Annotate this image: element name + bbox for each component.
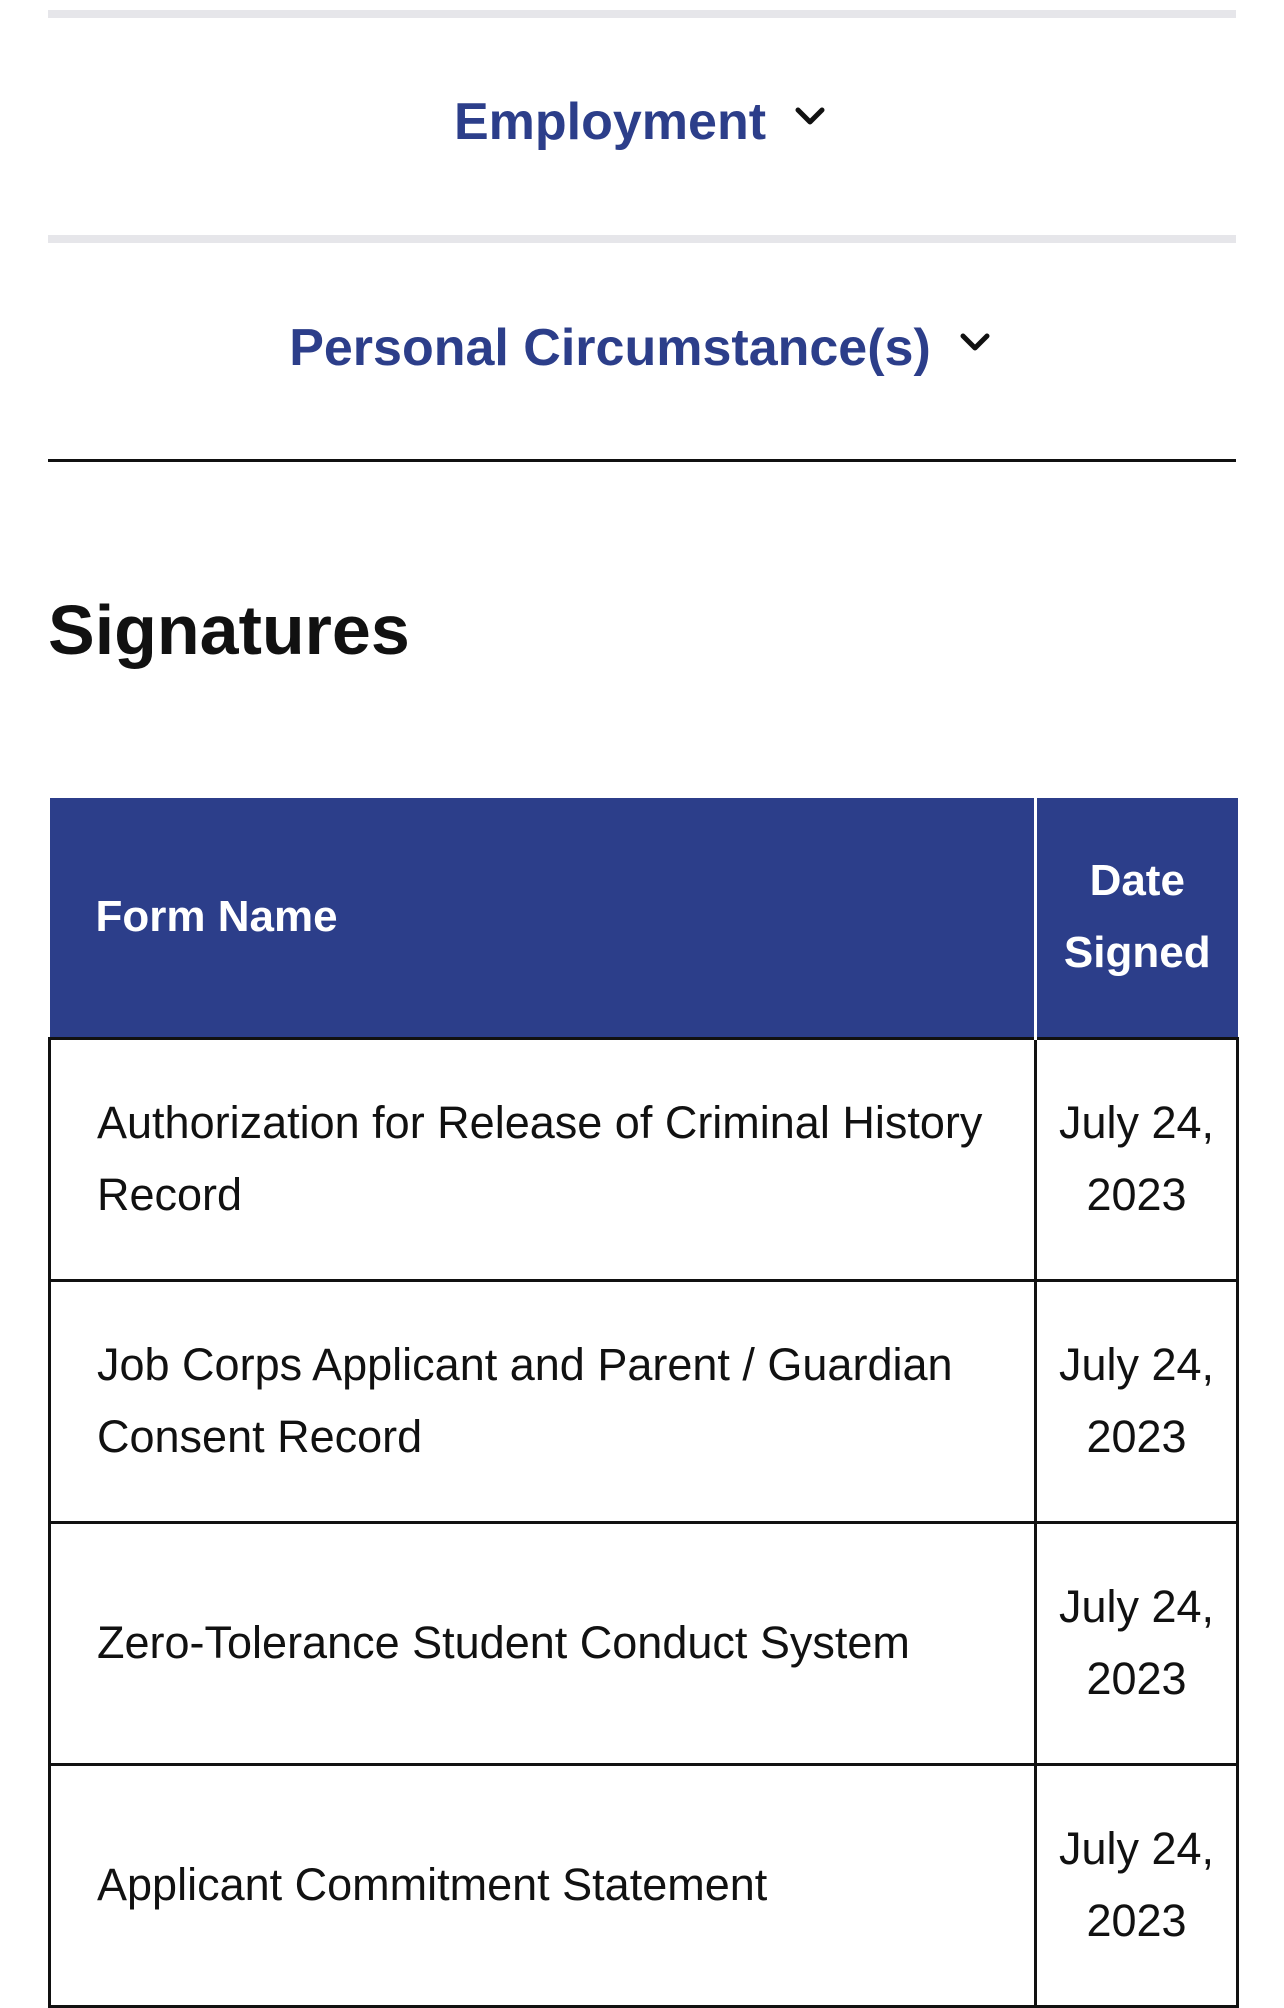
chevron-down-icon [790, 96, 830, 136]
table-row [50, 1522, 1238, 1764]
table-row [50, 1280, 1238, 1522]
section-title-signatures: Signatures [48, 591, 410, 669]
accordion-personal-circumstances[interactable] [48, 298, 1236, 398]
form-name-cell: Authorization for Release of Criminal History Record [50, 1038, 1036, 1280]
form-name-cell: Applicant Commitment Statement [50, 1764, 1036, 2006]
column-header-date-signed: Date Signed [1036, 798, 1238, 1038]
date-signed-cell: July 24, 2023 [1036, 1764, 1238, 2006]
form-name-cell: Job Corps Applicant and Parent / Guardian Consent Record [50, 1280, 1036, 1522]
date-signed-cell: July 24, 2023 [1036, 1522, 1238, 1764]
section-divider [48, 459, 1236, 462]
accordion-label: Employment [453, 93, 767, 151]
divider [48, 235, 1236, 243]
chevron-down-icon [955, 322, 995, 362]
signatures-table [48, 798, 1239, 2008]
accordion-label: Personal Circumstance(s) [289, 319, 931, 377]
table-header-row [50, 798, 1238, 1038]
date-signed-cell: July 24, 2023 [1036, 1038, 1238, 1280]
accordion-employment[interactable] [48, 72, 1236, 172]
date-signed-cell: July 24, 2023 [1036, 1280, 1238, 1522]
column-header-form-name: Form Name [50, 798, 1036, 1038]
divider [48, 10, 1236, 18]
table-row [50, 1038, 1238, 1280]
form-name-cell: Zero-Tolerance Student Conduct System [50, 1522, 1036, 1764]
table-row [50, 1764, 1238, 2006]
